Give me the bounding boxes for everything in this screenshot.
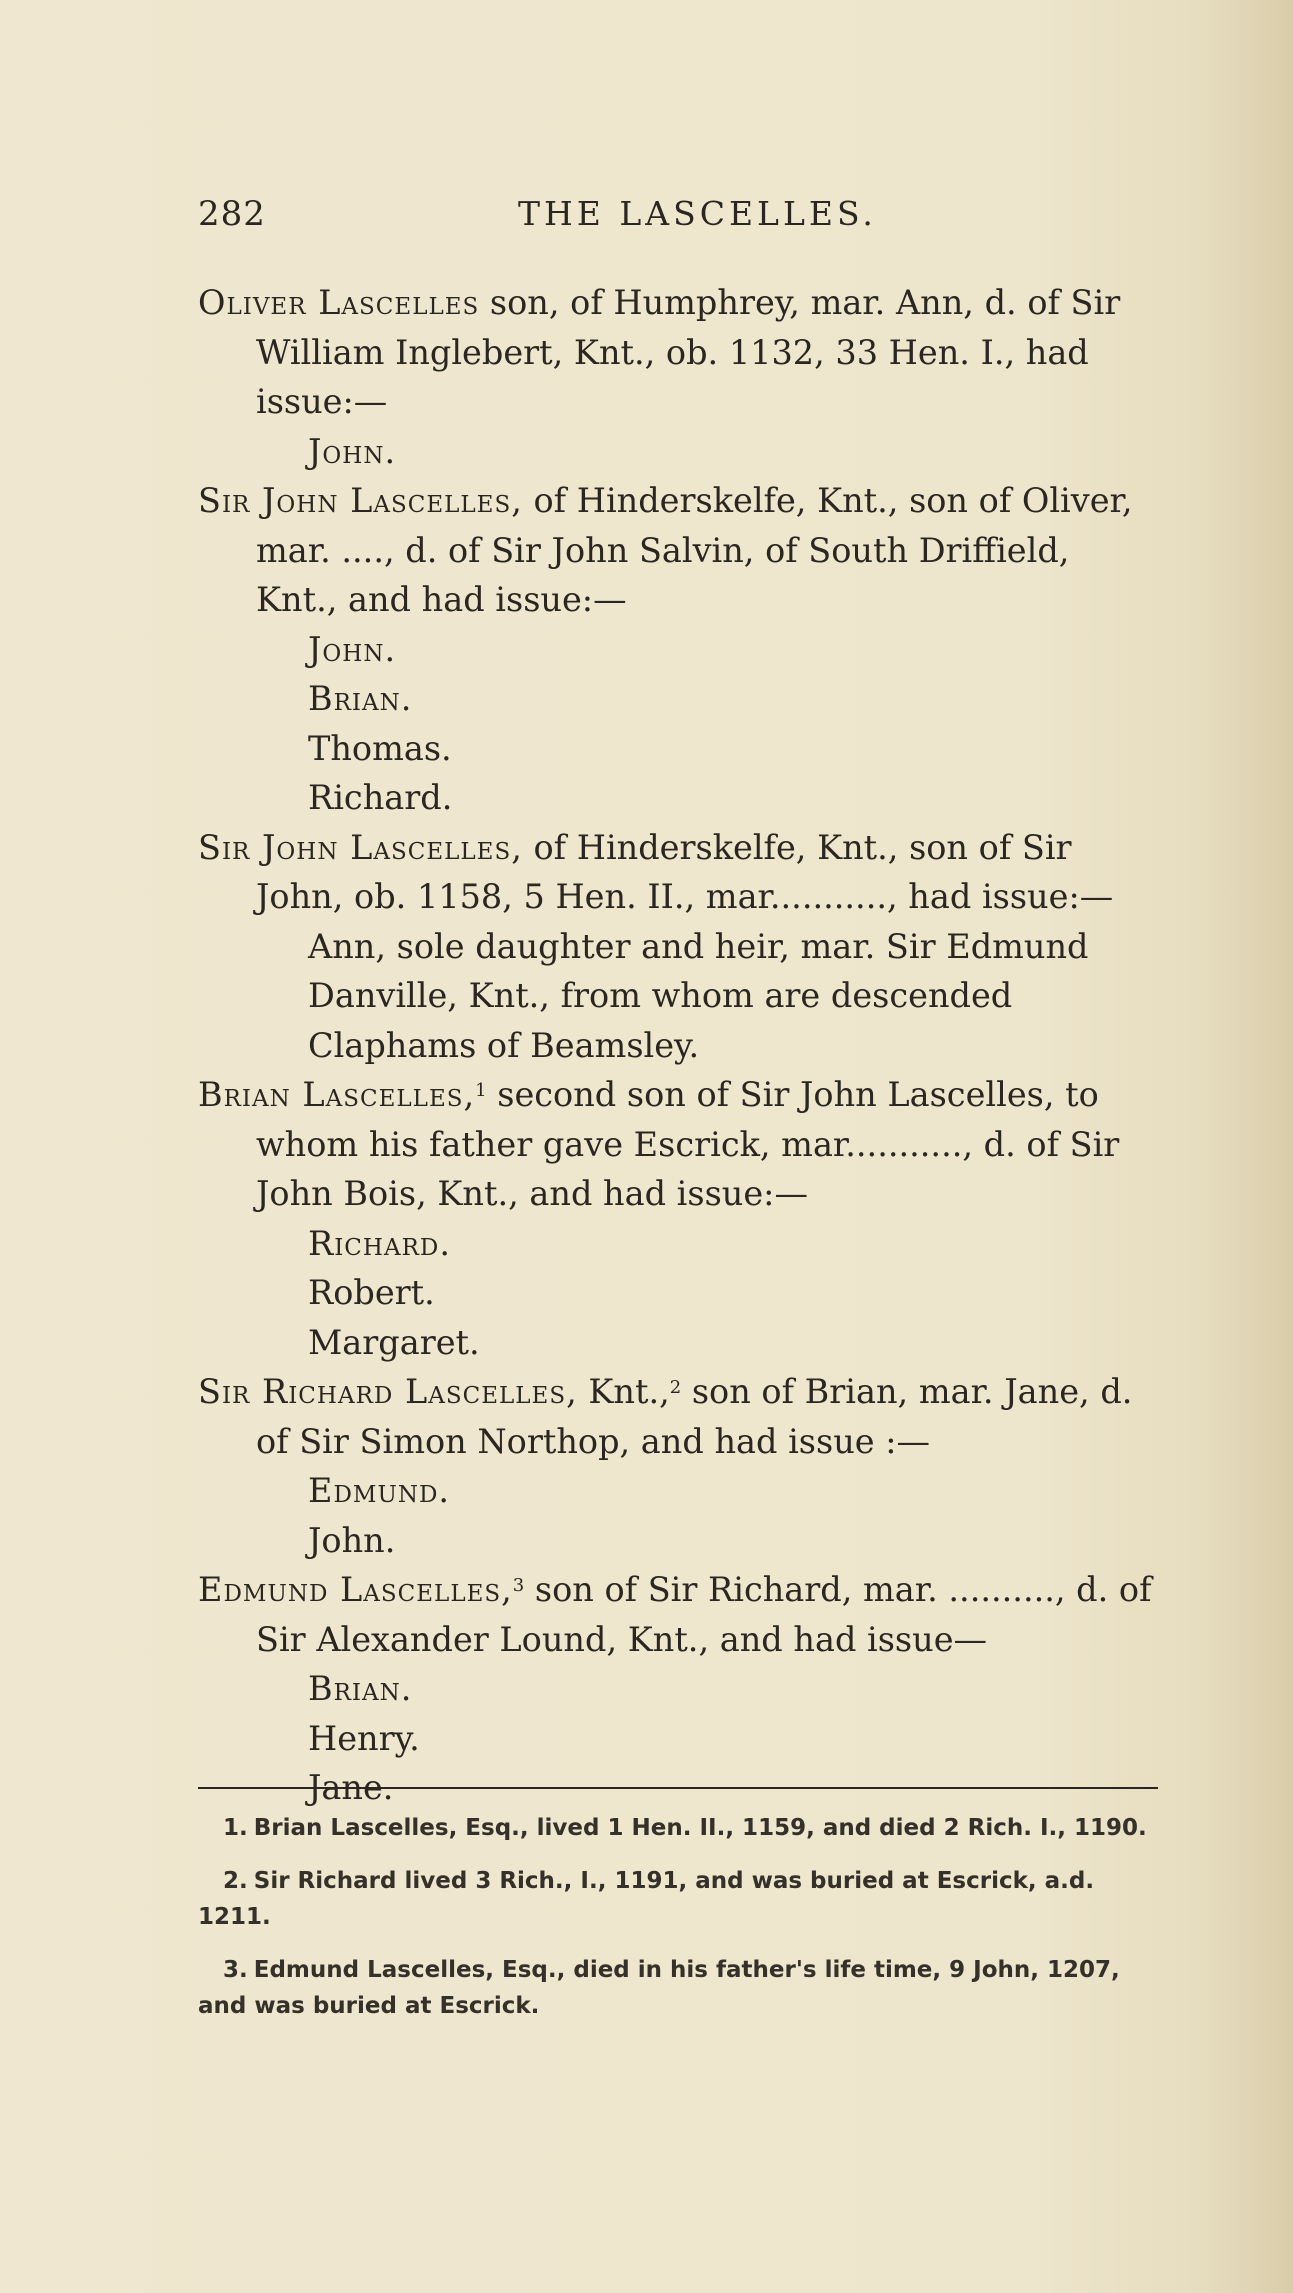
footnote-text: Edmund Lascelles, Esq., died in his father's life time, 9 John, 1207, and was buried at Escrick. — [198, 1957, 1120, 2019]
entry-brian-lascelles — [198, 1070, 1158, 1219]
footnote-text: Sir Richard lived 3 Rich., I., 1191, and was buried at Escrick, a.d. 1211. — [198, 1868, 1095, 1930]
entry-name: Oliver Lascelles — [198, 283, 480, 322]
entry-name: Brian Lascelles, — [198, 1075, 476, 1114]
issue-item: Richard. — [308, 1223, 451, 1263]
issue-item: Brian. — [308, 679, 413, 718]
entry-text: Knt., — [577, 1372, 670, 1411]
entry-sir-john-lascelles-1 — [198, 476, 1158, 625]
issue-item: Richard. — [308, 778, 453, 817]
entry-edmund-lascelles — [198, 1565, 1158, 1664]
entry-name: Sir John Lascelles, — [198, 481, 523, 520]
issue-item: Henry. — [308, 1718, 420, 1758]
entry-text: of Hinderskelfe, Knt., son of Oliver, mar. ...., d. of Sir John Salvin, of South Driffield, Knt., and had issue:— — [256, 481, 1133, 619]
footnote-ref[interactable]: 1 — [475, 1080, 487, 1101]
issue-item: John. — [308, 1520, 396, 1560]
page-number: 282 — [198, 194, 266, 234]
issue-item: John. — [308, 431, 397, 471]
footnote-number: 2. — [223, 1868, 248, 1894]
footnote-divider — [198, 1787, 1158, 1789]
footnote-number: 3. — [223, 1957, 248, 1983]
footnote-text: Brian Lascelles, Esq., lived 1 Hen. II., 1159, and died 2 Rich. I., 1190. — [253, 1815, 1147, 1841]
entry-text: son of Brian, mar. Jane, d. of Sir Simon Northop, and had issue :— — [256, 1372, 1133, 1461]
footnote-1 — [198, 1810, 1158, 1846]
issue-list — [198, 1219, 1158, 1368]
issue-item: Robert. — [308, 1273, 435, 1312]
footnote-ref[interactable]: 2 — [669, 1377, 682, 1398]
issue-item: Margaret. — [308, 1322, 480, 1362]
footnotes — [198, 1810, 1158, 2041]
entry-name: Sir Richard Lascelles, — [198, 1372, 578, 1411]
entry-oliver-lascelles — [198, 278, 1158, 427]
footnote-2 — [198, 1863, 1158, 1935]
issue-list — [198, 1664, 1158, 1813]
entry-text: second son of Sir John Lascelles, to whom his father gave Escrick, mar..........., d. of Sir John Bois, Knt., and had issue:— — [256, 1075, 1120, 1213]
issue-list — [198, 1466, 1158, 1565]
entry-text: son, of Humphrey, mar. Ann, d. of Sir William Inglebert, Knt., ob. 1132, 33 Hen. I., had issue:— — [256, 283, 1121, 421]
issue-paragraph: Ann, sole daughter and heir, mar. Sir Edmund Danville, Knt., from whom are descended Claphams of Beamsley. — [308, 926, 1089, 1065]
footnote-ref[interactable]: 3 — [512, 1575, 525, 1596]
issue-item: Thomas. — [308, 728, 452, 768]
entry-text: son of Sir Richard, mar. .........., d. of Sir Alexander Lound, Knt., and had issue— — [256, 1570, 1152, 1659]
entry-sir-richard-lascelles — [198, 1367, 1158, 1466]
issue-item: Edmund. — [308, 1471, 451, 1510]
issue-list — [198, 427, 1158, 477]
genealogy-text — [198, 278, 1158, 1813]
issue-item: Jane. — [308, 1768, 394, 1807]
entry-sir-john-lascelles-2 — [198, 823, 1158, 922]
issue-item: Brian. — [308, 1669, 413, 1708]
footnote-3 — [198, 1952, 1158, 2024]
footnote-number: 1. — [223, 1815, 248, 1841]
entry-text: of Hinderskelfe, Knt., son of Sir John, ob. 1158, 5 Hen. II., mar..........., had issue:— — [256, 827, 1114, 916]
entry-name: Edmund Lascelles, — [198, 1570, 513, 1609]
running-title: THE LASCELLES. — [518, 194, 877, 233]
issue-item: John. — [308, 629, 397, 669]
entry-name: Sir John Lascelles, — [198, 827, 523, 867]
issue-list — [198, 625, 1158, 823]
